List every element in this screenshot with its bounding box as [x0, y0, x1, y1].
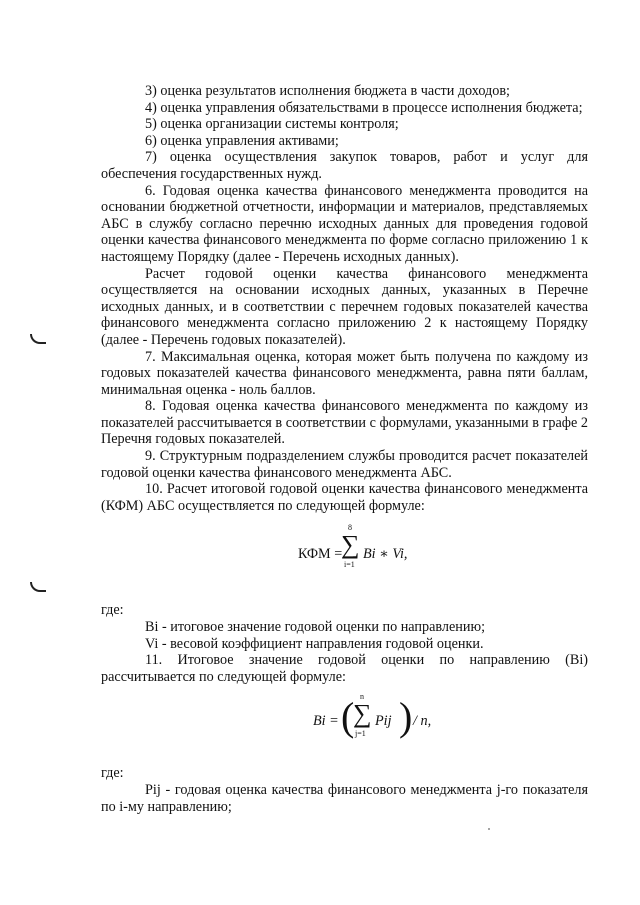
definition: Bi - итоговое значение годовой оценки по направлению; [145, 619, 486, 636]
paren-close: ) [399, 694, 413, 740]
where-label: где: [101, 765, 124, 782]
paragraph: 5) оценка организации системы контроля; [145, 116, 399, 133]
sum-sign: ∑ [341, 530, 360, 560]
formula-body: Bi ∗ Vi, [363, 546, 408, 563]
formula-bi [101, 689, 588, 749]
sum-sign: ∑ [353, 699, 372, 729]
paragraph: 8. Годовая оценка качества финансового менеджмента по каждому из показателей рассчитывается в соответствии с формулами, указанными в графе 2 Перечня годовых показателей. [101, 398, 588, 448]
sum-upper: 8 [348, 523, 352, 533]
definition: Pij - годовая оценка качества финансового менеджмента j-го показателя по i-му направлению; [101, 782, 588, 815]
paragraph: 7) оценка осуществления закупок товаров, работ и услуг для обеспечения государственных нужд. [101, 149, 588, 182]
paragraph: 10. Расчет итоговой годовой оценки качества финансового менеджмента (КФМ) АБС осуществляется по следующей формуле: [101, 481, 588, 514]
paragraph: 6. Годовая оценка качества финансового менеджмента проводится на основании бюджетной отчетности, информации и материалов, представляемых АБС в службу согласно перечню исходных данных для проведения годовой оценки качества финансового менеджмента по форме согласно приложению 1 к настоящему Порядку (далее - Перечень исходных данных). [101, 182, 588, 265]
where-label: где: [101, 602, 124, 619]
speck [488, 828, 490, 830]
paragraph: 7. Максимальная оценка, которая может быть получена по каждому из годовых показателей качества финансового менеджмента, равна пяти баллам, минимальная оценка - ноль баллов. [101, 348, 588, 398]
formula-lhs: Bi = [313, 713, 339, 730]
formula-lhs: КФМ = [298, 546, 343, 563]
sum-lower: j=1 [355, 729, 366, 739]
paragraph: 3) оценка результатов исполнения бюджета в части доходов; [145, 83, 510, 99]
paragraph: 6) оценка управления активами; [145, 132, 339, 149]
paragraph: 9. Структурным подразделением службы проводится расчет показателей годовой оценки качества финансового менеджмента АБС. [101, 448, 588, 481]
definition: Vi - весовой коэффициент направления годовой оценки. [145, 635, 484, 652]
paren-open: ( [341, 694, 355, 740]
sum-upper: n [360, 692, 364, 702]
paragraph: Расчет годовой оценки качества финансового менеджмента осуществляется на основании исходных данных, указанных в Перечне исходных данных, и в соответствии с перечнем годовых показателей качества финансового менеджмента согласно приложению 2 к настоящему Порядку (далее - Перечень годовых показателей). [101, 265, 588, 348]
margin-mark [30, 582, 46, 592]
sum-lower: i=1 [344, 560, 355, 570]
paragraph: 11. Итоговое значение годовой оценки по направлению (Bi) рассчитывается по следующей формуле: [101, 652, 588, 685]
formula-tail: / n, [413, 713, 432, 730]
formula-body: Pij [375, 713, 392, 730]
document-body [101, 83, 588, 815]
margin-mark [30, 334, 46, 344]
formula-kfm [101, 522, 588, 582]
paragraph: 4) оценка управления обязательствами в процессе исполнения бюджета; [145, 99, 583, 116]
